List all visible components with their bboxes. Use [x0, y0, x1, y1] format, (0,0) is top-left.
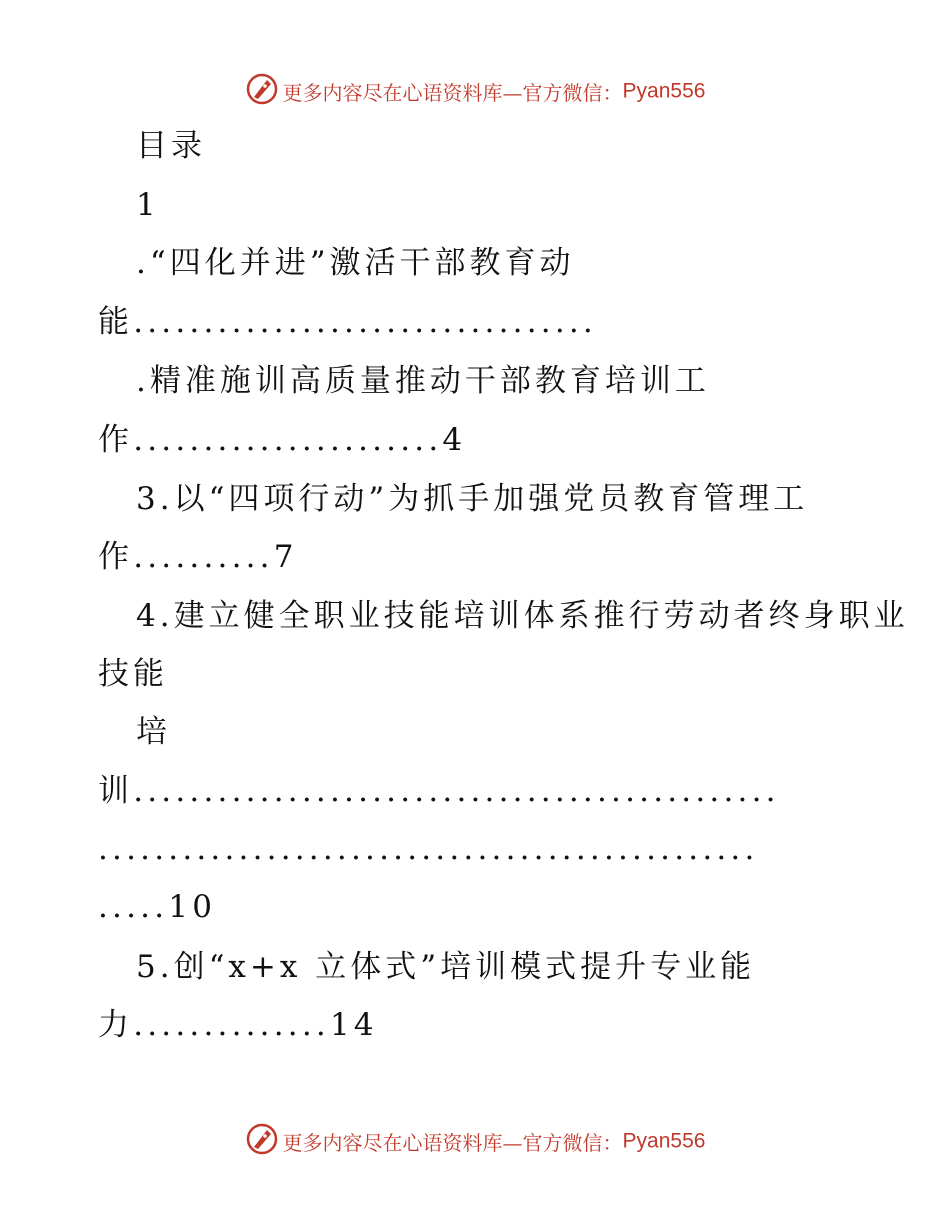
watermark-wechat-id: Pyan556 [622, 1129, 706, 1153]
toc-line: 培 [136, 714, 171, 750]
toc-line: 3.以“四项行动”为抓手加强党员教育管理工 [136, 481, 809, 517]
toc-line: 作..........7 [98, 539, 298, 575]
toc-line: 4.建立健全职业技能培训体系推行劳动者终身职业 [136, 598, 909, 634]
watermark-header [0, 72, 950, 111]
toc-line: .精准施训高质量推动干部教育培训工 [136, 363, 710, 399]
pen-nib-logo-icon [245, 1122, 279, 1161]
toc-line: 技能 [98, 656, 168, 692]
watermark-wechat-id: Pyan556 [622, 79, 706, 103]
pen-nib-logo-icon [245, 72, 279, 111]
toc-line: .“四化并进”激活干部教育动 [136, 245, 575, 281]
watermark-text: 更多内容尽在心语资料库—官方微信： [282, 1131, 623, 1155]
toc-line: .....10 [98, 889, 217, 925]
toc-line: 作......................4 [98, 422, 467, 458]
toc-line: 力..............14 [98, 1007, 378, 1043]
toc-line: 5.创“x+x 立体式”培训模式提升专业能 [136, 949, 756, 985]
watermark-footer [0, 1122, 950, 1161]
toc-line: 能................................. [98, 304, 597, 340]
toc-line: 1 [136, 187, 160, 223]
toc-line: 训.............................................. [98, 773, 780, 809]
toc-line: ............................................... [98, 831, 759, 867]
watermark-text: 更多内容尽在心语资料库—官方微信： [282, 81, 623, 105]
toc-title: 目录 [136, 128, 206, 164]
